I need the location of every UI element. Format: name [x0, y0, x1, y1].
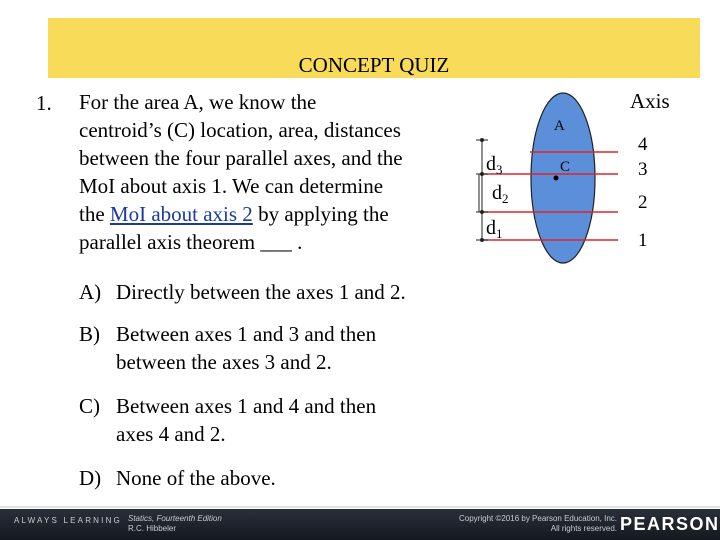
option-d-text: None of the above.: [116, 466, 276, 490]
dim-dot-1: [481, 239, 484, 242]
axis-4-number: 4: [638, 134, 648, 155]
option-a-letter: A): [79, 280, 102, 304]
dim-dot-2: [481, 211, 484, 214]
question-line-2: centroid’s (C) location, area, distances: [79, 118, 401, 142]
d3-label: [486, 153, 503, 177]
dim-dot-3: [481, 173, 484, 176]
option-b-letter: B): [79, 322, 100, 346]
question-line-5-prefix: the: [79, 202, 110, 226]
centroid-dot: [554, 176, 559, 181]
axis-3-number: 3: [638, 159, 648, 180]
footer-book-info: [128, 514, 222, 534]
moi-axis-2-link[interactable]: MoI about axis 2: [109, 202, 253, 226]
d2-sub: 2: [502, 191, 509, 206]
dim-dot-top: [481, 139, 484, 142]
option-b-text-2: between the axes 3 and 2.: [116, 350, 332, 374]
question-line-1: For the area A, we know the: [79, 90, 317, 114]
question-line-6: parallel axis theorem ___ .: [79, 230, 303, 254]
footer-copyright-line-2: All rights reserved.: [550, 524, 617, 533]
question-line-4: MoI about axis 1. We can determine: [79, 174, 384, 198]
slide-title: CONCEPT QUIZ: [298, 53, 450, 77]
d3-sub: 3: [496, 162, 503, 177]
d1-sub: 1: [496, 226, 503, 241]
d2-label: [492, 182, 509, 206]
area-label: A: [554, 118, 565, 134]
pearson-logo: PEARSON: [620, 514, 720, 534]
option-c-text-1: Between axes 1 and 4 and then: [116, 394, 377, 418]
d1-base: d: [486, 217, 496, 239]
centroid-label: C: [560, 159, 571, 175]
option-c-text-2: axes 4 and 2.: [116, 422, 226, 446]
d3-base: d: [486, 153, 496, 175]
question-line-3: between the four parallel axes, and the: [79, 146, 403, 170]
axis-2-number: 2: [638, 192, 648, 213]
axis-title: Axis: [630, 89, 670, 113]
footer-divider: [0, 506, 720, 508]
d1-label: [486, 217, 503, 241]
option-a-text: Directly between the axes 1 and 2.: [116, 280, 406, 304]
question-line-5-suffix: by applying the: [252, 202, 389, 226]
option-b-text-1: Between axes 1 and 3 and then: [116, 322, 377, 346]
footer-book-title: Statics, Fourteenth Edition: [128, 514, 222, 523]
option-d-letter: D): [79, 466, 102, 490]
footer-copyright: [459, 514, 617, 534]
footer-copyright-line-1: Copyright ©2016 by Pearson Education, Inc.: [459, 514, 617, 523]
footer-brand: ALWAYS LEARNING: [14, 516, 122, 525]
option-c-letter: C): [79, 394, 100, 418]
d2-base: d: [492, 182, 502, 204]
footer-book-author: R.C. Hibbeler: [128, 524, 177, 533]
axis-1-number: 1: [638, 230, 648, 251]
question-number: 1.: [36, 91, 52, 115]
